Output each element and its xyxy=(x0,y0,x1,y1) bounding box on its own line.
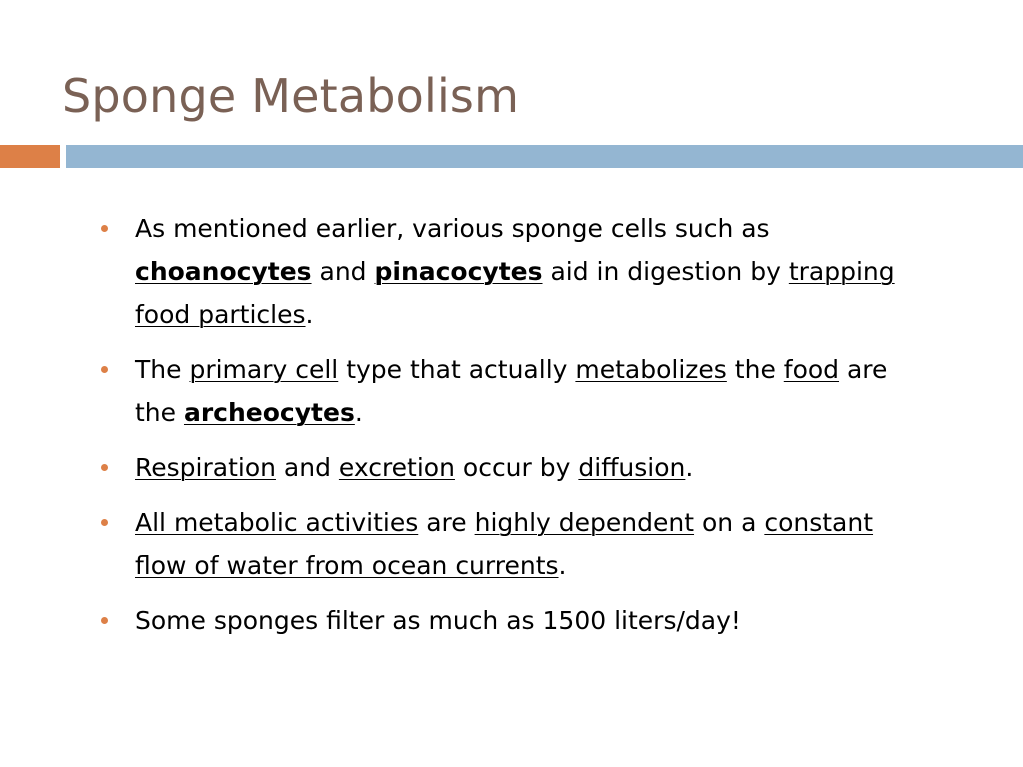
bullet-dot-icon xyxy=(101,225,108,232)
bullet-text: . xyxy=(558,551,567,580)
bullet-dot-icon xyxy=(101,519,108,526)
bullet-dot-icon xyxy=(101,464,108,471)
term-choanocytes: choanocytes xyxy=(135,257,312,286)
accent-bar-orange xyxy=(0,145,60,168)
bullet-text: occur by xyxy=(454,453,579,482)
term-archeocytes: archeocytes xyxy=(183,398,355,427)
bullet-dot-icon xyxy=(101,366,108,373)
accent-bar-blue xyxy=(66,145,1023,168)
bullet-text: . xyxy=(305,300,314,329)
bullet-item xyxy=(99,599,899,642)
term-pinacocytes: pinacocytes xyxy=(374,257,543,286)
bullet-text: aid in digestion by xyxy=(542,257,789,286)
bullet-list xyxy=(99,207,899,654)
bullet-text: the xyxy=(726,355,784,384)
emphasis-text: metabolizes xyxy=(575,355,727,384)
emphasis-text: trapping food particles xyxy=(135,257,895,329)
emphasis-text: diffusion xyxy=(578,453,686,482)
bullet-text: and xyxy=(275,453,339,482)
emphasis-text: food xyxy=(783,355,840,384)
bullet-text: As mentioned earlier, various sponge cells such as xyxy=(135,214,770,243)
bullet-text: . xyxy=(354,398,363,427)
bullet-item xyxy=(99,207,899,336)
bullet-item xyxy=(99,348,899,434)
emphasis-text: excretion xyxy=(338,453,455,482)
emphasis-text: Respiration xyxy=(135,453,276,482)
emphasis-text: primary cell xyxy=(189,355,339,384)
bullet-item xyxy=(99,501,899,587)
emphasis-text: constant flow of water from ocean currents xyxy=(135,508,874,580)
bullet-text: The xyxy=(135,355,190,384)
bullet-text: type that actually xyxy=(338,355,576,384)
bullet-text: on a xyxy=(694,508,765,537)
bullet-item xyxy=(99,446,899,489)
bullet-text: . xyxy=(685,453,694,482)
bullet-text: are xyxy=(418,508,475,537)
bullet-dot-icon xyxy=(101,617,108,624)
emphasis-text: highly dependent xyxy=(474,508,695,537)
emphasis-text: All metabolic activities xyxy=(135,508,419,537)
bullet-text: are the xyxy=(135,355,888,427)
bullet-text: and xyxy=(311,257,375,286)
slide-title: Sponge Metabolism xyxy=(62,69,520,123)
bullet-text: Some sponges filter as much as 1500 liters/day! xyxy=(135,606,741,635)
